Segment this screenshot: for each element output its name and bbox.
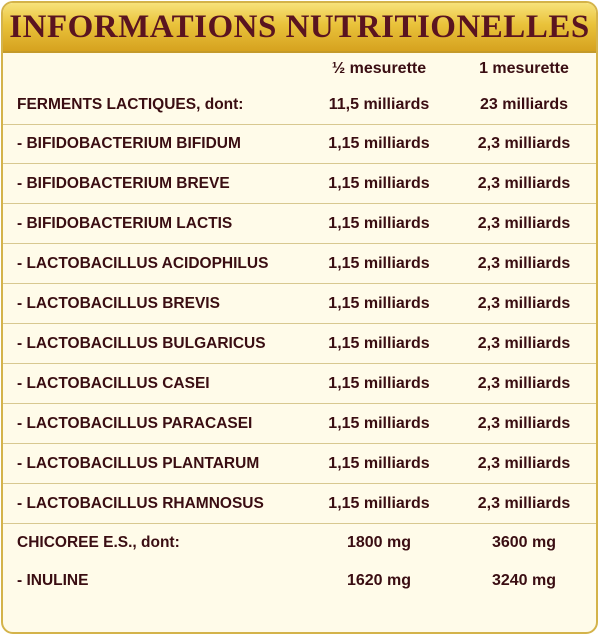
nutrient-name: - LACTOBACILLUS BULGARICUS xyxy=(17,334,266,352)
table-row xyxy=(3,85,596,125)
table-row xyxy=(3,484,596,524)
value-half-scoop: 1,15 milliards xyxy=(328,214,430,232)
table-row xyxy=(3,562,596,600)
value-half-scoop: 1,15 milliards xyxy=(328,454,430,472)
table-row xyxy=(3,404,596,444)
table-row xyxy=(3,444,596,484)
table-row xyxy=(3,204,596,244)
value-full-scoop: 2,3 milliards xyxy=(477,494,571,512)
value-full-scoop: 2,3 milliards xyxy=(477,374,571,392)
nutrient-name: - LACTOBACILLUS ACIDOPHILUS xyxy=(17,254,269,272)
value-half-scoop: 1,15 milliards xyxy=(328,414,430,432)
value-full-scoop: 3240 mg xyxy=(491,572,557,589)
value-half-scoop: 1,15 milliards xyxy=(328,254,430,272)
value-half-scoop: 1620 mg xyxy=(346,572,412,589)
nutrient-name: - LACTOBACILLUS CASEI xyxy=(17,374,210,392)
nutrient-name: - LACTOBACILLUS RHAMNOSUS xyxy=(17,494,264,512)
column-header-full-scoop: 1 mesurette xyxy=(479,60,569,77)
value-half-scoop: 1,15 milliards xyxy=(328,374,430,392)
value-full-scoop: 2,3 milliards xyxy=(477,294,571,312)
nutrient-name: - LACTOBACILLUS PARACASEI xyxy=(17,414,253,432)
value-full-scoop: 2,3 milliards xyxy=(477,254,571,272)
value-full-scoop: 2,3 milliards xyxy=(477,174,571,192)
nutrient-name: FERMENTS LACTIQUES, dont: xyxy=(17,95,244,113)
nutrient-name: - LACTOBACILLUS BREVIS xyxy=(17,294,220,312)
value-half-scoop: 1800 mg xyxy=(346,534,412,551)
value-full-scoop: 2,3 milliards xyxy=(477,334,571,352)
value-full-scoop: 3600 mg xyxy=(491,534,557,551)
value-half-scoop: 1,15 milliards xyxy=(328,334,430,352)
nutrient-name: CHICOREE E.S., dont: xyxy=(17,534,180,551)
nutrient-name: - INULINE xyxy=(17,572,89,589)
value-full-scoop: 23 milliards xyxy=(479,95,569,113)
value-full-scoop: 2,3 milliards xyxy=(477,454,571,472)
nutrient-name: - BIFIDOBACTERIUM BREVE xyxy=(17,174,230,192)
value-full-scoop: 2,3 milliards xyxy=(477,214,571,232)
page-title: INFORMATIONS NUTRITIONELLES xyxy=(9,8,590,45)
value-half-scoop: 11,5 milliards xyxy=(328,95,430,113)
value-half-scoop: 1,15 milliards xyxy=(328,494,430,512)
table-row xyxy=(3,124,596,164)
table-row xyxy=(3,284,596,324)
value-half-scoop: 1,15 milliards xyxy=(328,294,430,312)
table-row xyxy=(3,244,596,284)
nutrition-facts-panel xyxy=(1,1,598,634)
column-header-half-scoop: ½ mesurette xyxy=(331,60,427,77)
value-full-scoop: 2,3 milliards xyxy=(477,414,571,432)
value-full-scoop: 2,3 milliards xyxy=(477,134,571,152)
table-row xyxy=(3,164,596,204)
table-row xyxy=(3,324,596,364)
table-row xyxy=(3,524,596,562)
title-banner xyxy=(3,3,596,53)
nutrient-name: - BIFIDOBACTERIUM LACTIS xyxy=(17,214,233,232)
value-half-scoop: 1,15 milliards xyxy=(328,134,430,152)
nutrient-name: - LACTOBACILLUS PLANTARUM xyxy=(17,454,260,472)
value-half-scoop: 1,15 milliards xyxy=(328,174,430,192)
nutrient-name: - BIFIDOBACTERIUM BIFIDUM xyxy=(17,134,241,152)
table-row xyxy=(3,364,596,404)
